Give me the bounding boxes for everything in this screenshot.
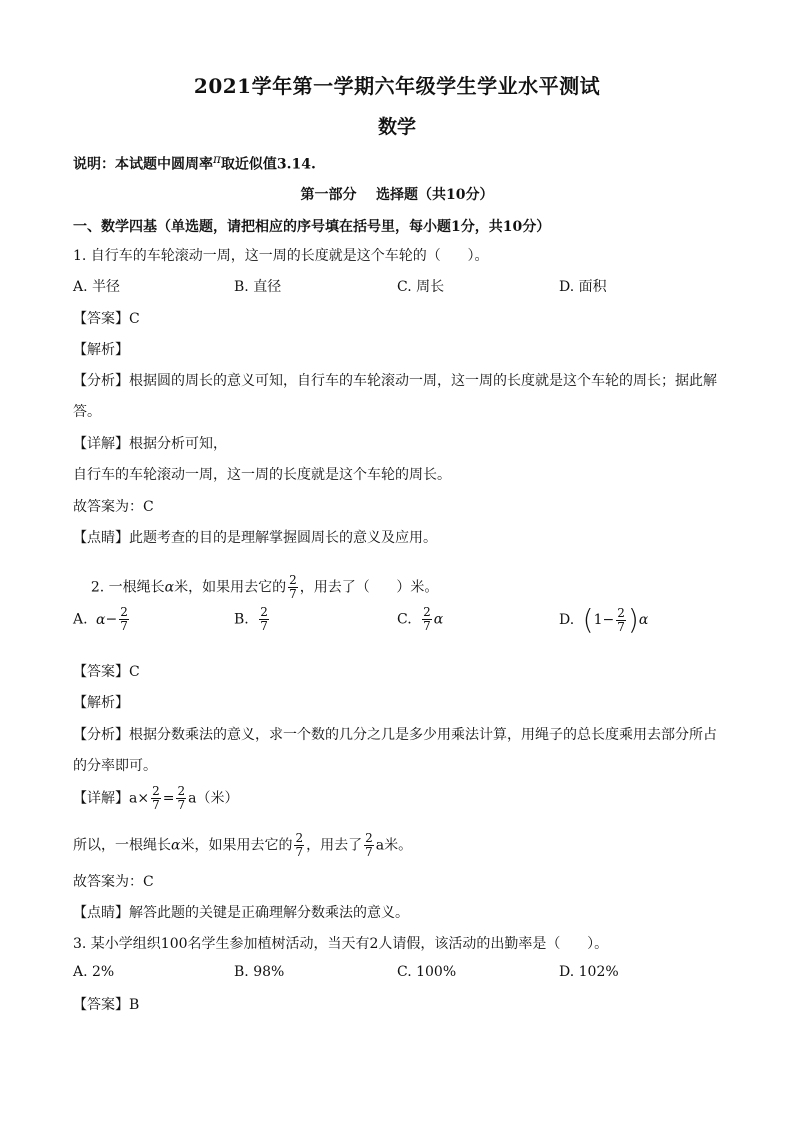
variable-alpha: α xyxy=(164,579,175,596)
q1-option-c: C. 周长 xyxy=(397,279,445,295)
q2-option-a: A. α− $\frac{2}{7}$ xyxy=(73,605,128,633)
q2-detail: 【详解】a× $\frac{2}{7}$ = $\frac{2}{7}$ a（米） xyxy=(73,784,239,812)
exam-note: 说明：本试题中圆周率π取近似值3.14. xyxy=(73,152,316,173)
q1-conclusion: 故答案为：C xyxy=(73,499,154,515)
q2-option-c: C. $\frac{2}{7}$ α xyxy=(397,605,444,633)
q1-options xyxy=(73,276,773,316)
q2-comment: 【点睛】解答此题的关键是正确理解分数乘法的意义。 xyxy=(73,905,409,921)
q2-stem: 2. 一根绳长α米，如果用去它的 $\frac{2}{7}$ ，用去了（ ）米。 xyxy=(90,573,439,601)
q2-analysis-text: 【分析】根据分数乘法的意义，求一个数的几分之几是多少用乘法计算，用绳子的总长度乘用去部分所占 xyxy=(73,727,717,743)
q3-option-d: D. 102% xyxy=(559,964,619,980)
q1-detail-text: 自行车的车轮滚动一周，这一周的长度就是这个车轮的周长。 xyxy=(73,467,451,483)
q2-analysis-text-cont: 的分率即可。 xyxy=(73,758,157,774)
q1-comment: 【点睛】此题考查的目的是理解掌握圆周长的意义及应用。 xyxy=(73,530,437,546)
q3-stem: 3. 某小学组织100名学生参加植树活动，当天有2人请假，该活动的出勤率是（ ）。 xyxy=(73,936,609,952)
q2-option-d: D. (1− $\frac{2}{7}$ )α xyxy=(559,603,649,636)
q1-detail-label: 【详解】根据分析可知， xyxy=(73,436,227,452)
part-heading: 第一部分 选择题（共10分） xyxy=(300,187,494,203)
q2-answer: 【答案】C xyxy=(73,664,140,680)
exam-title: 2021学年第一学期六年级学生学业水平测试 xyxy=(193,74,601,98)
q1-analysis-text: 【分析】根据圆的周长的意义可知，自行车的车轮滚动一周，这一周的长度就是这个车轮的周长；据此解 xyxy=(73,373,717,389)
q3-option-b: B. 98% xyxy=(234,964,285,980)
q2-conclusion: 故答案为：C xyxy=(73,874,154,890)
q3-answer: 【答案】B xyxy=(73,997,140,1013)
q3-options xyxy=(73,964,773,1004)
q3-option-a: A. 2% xyxy=(73,964,115,980)
pi-symbol: π xyxy=(213,152,221,166)
q2-so-text: 所以，一根绳长α米，如果用去它的 $\frac{2}{7}$ ，用去了 $\frac{2}{7}$ a米。 xyxy=(73,831,413,859)
fraction-2-7: $\frac{2}{7}$ xyxy=(289,573,297,601)
q2-option-b: B. $\frac{2}{7}$ xyxy=(234,605,268,633)
section-heading: 一、数学四基（单选题，请把相应的序号填在括号里，每小题1分，共10分） xyxy=(73,219,551,235)
q1-option-a: A. 半径 xyxy=(73,279,121,295)
q1-option-b: B. 直径 xyxy=(234,279,282,295)
q1-option-d: D. 面积 xyxy=(559,279,607,295)
q1-analysis-label: 【解析】 xyxy=(73,342,129,358)
q3-option-c: C. 100% xyxy=(397,964,457,980)
q2-options xyxy=(73,603,773,646)
q1-analysis-text-cont: 答。 xyxy=(73,404,101,420)
q1-answer: 【答案】C xyxy=(73,311,140,327)
q1-stem: 1. 自行车的车轮滚动一周，这一周的长度就是这个车轮的（ ）。 xyxy=(73,248,489,264)
exam-subject: 数学 xyxy=(377,116,416,138)
q2-analysis-label: 【解析】 xyxy=(73,695,129,711)
